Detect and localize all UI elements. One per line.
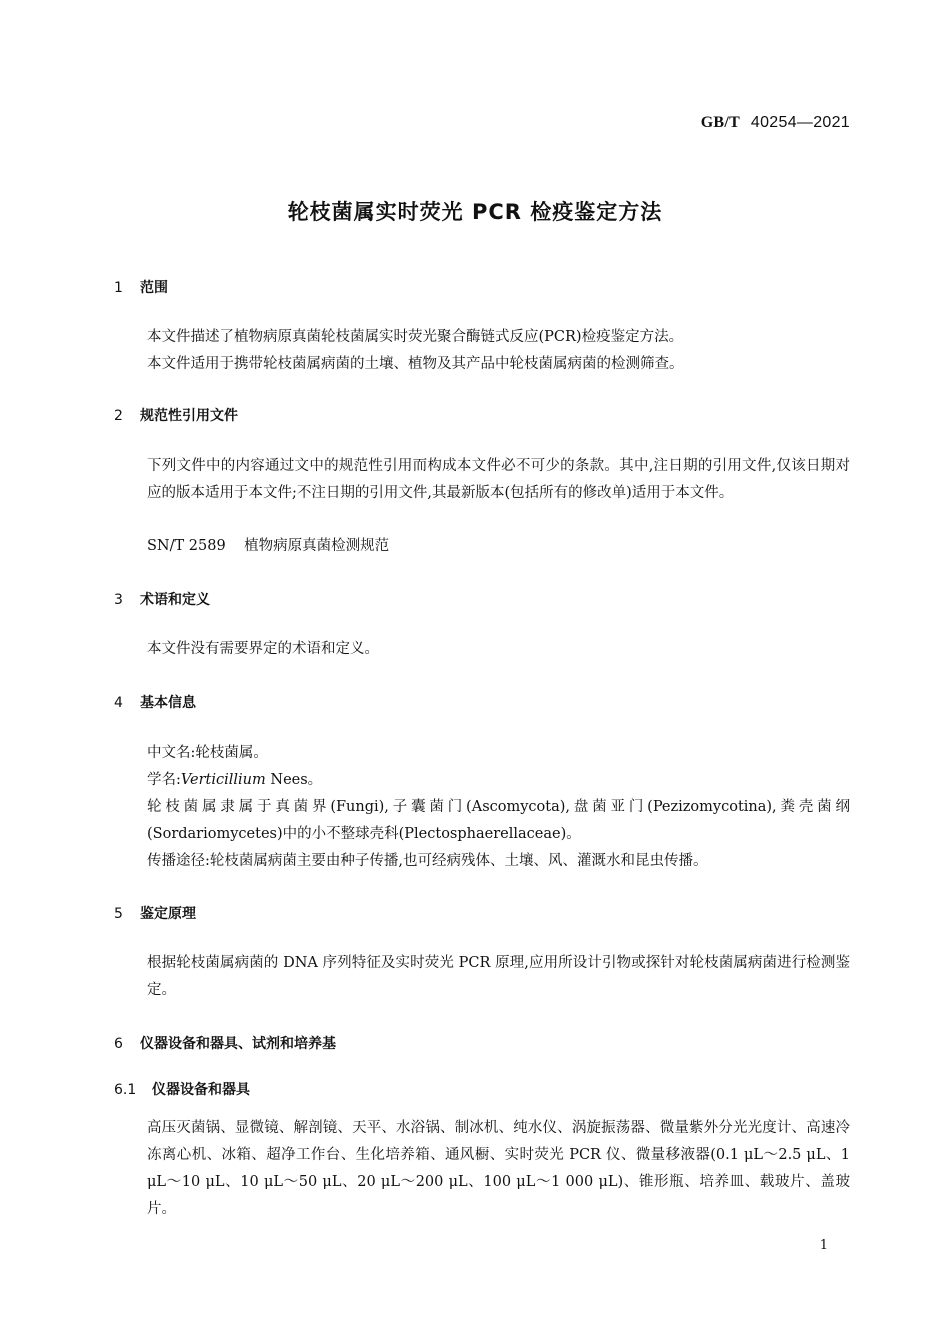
standard-prefix: GB/T [700, 114, 741, 131]
section-title: 仪器设备和器具 [152, 1082, 250, 1098]
section-number: 3 [114, 592, 123, 608]
section-title: 术语和定义 [140, 592, 210, 608]
section-5-heading [114, 903, 196, 923]
scientific-name [147, 768, 322, 789]
section-number: 2 [114, 408, 123, 424]
paragraph: 传播途径:轮枝菌属病菌主要由种子传播,也可经病残体、土壤、风、灌溉水和昆虫传播。 [147, 853, 708, 869]
section-2-heading [114, 405, 238, 425]
section-number: 6.1 [114, 1082, 137, 1098]
section-title: 基本信息 [140, 695, 196, 711]
document-title: 轮枝菌属实时荧光 PCR 检疫鉴定方法 [287, 200, 663, 224]
section-title: 仪器设备和器具、试剂和培养基 [140, 1036, 336, 1052]
paragraph-text: 根据轮枝菌属病菌的 DNA 序列特征及实时荧光 PCR 原理,应用所设计引物或探针对轮枝菌属病菌进行检测鉴定。 [147, 955, 850, 998]
paragraph: 本文件没有需要界定的术语和定义。 [147, 641, 379, 657]
author-name: Nees。 [265, 772, 323, 788]
reference-item [147, 534, 389, 555]
section-4-heading [114, 692, 196, 712]
reference-code: SN/T 2589 [147, 538, 226, 554]
paragraph-text: 高压灭菌锅、显微镜、解剖镜、天平、水浴锅、制冰机、纯水仪、涡旋振荡器、微量紫外分光光度计、高速冷冻离心机、冰箱、超净工作台、生化培养箱、通风橱、实时荧光 PCR 仪、微量移液器(0.1 μL～2.5 μL、1 μL～10 μL、10 μL～50 μL、20 μL～200 μL、100 μL～1 000 μL)、锥形瓶、培养皿、载玻片、盖玻片。 [147, 1120, 850, 1217]
paragraph-text: 下列文件中的内容通过文中的规范性引用而构成本文件必不可少的条款。其中,注日期的引用文件,仅该日期对应的版本适用于本文件;不注日期的引用文件,其最新版本(包括所有的修改单)适用于本文件。 [147, 458, 850, 501]
section-3-heading [114, 589, 210, 609]
paragraph: 本文件适用于携带轮枝菌属病菌的土壤、植物及其产品中轮枝菌属病菌的检测筛查。 [147, 356, 684, 372]
paragraph [114, 794, 850, 848]
standard-code: 40254—2021 [750, 114, 850, 131]
section-title: 鉴定原理 [140, 906, 196, 922]
section-number: 1 [114, 280, 123, 296]
paragraph [114, 453, 850, 507]
section-1-heading [114, 277, 168, 297]
section-6-1-heading [114, 1079, 250, 1099]
section-6-heading [114, 1033, 336, 1053]
page-number: 1 [819, 1238, 828, 1253]
section-title: 规范性引用文件 [140, 408, 238, 424]
standard-number [701, 112, 850, 132]
paragraph [114, 1115, 850, 1223]
section-number: 4 [114, 695, 123, 711]
paragraph-text: 轮枝菌属隶属于真菌界(Fungi),子囊菌门(Ascomycota),盘菌亚门(Pezizomycotina),粪壳菌纲(Sordariomycetes)中的小不整球壳科(Plectosphaerellaceae)。 [147, 799, 850, 842]
paragraph: 本文件描述了植物病原真菌轮枝菌属实时荧光聚合酶链式反应(PCR)检疫鉴定方法。 [147, 329, 684, 345]
section-title: 范围 [140, 280, 168, 296]
reference-title: 植物病原真菌检测规范 [244, 538, 390, 554]
chinese-name: 中文名:轮枝菌属。 [147, 745, 268, 761]
scientific-name-label: 学名: [147, 772, 181, 788]
paragraph [114, 950, 850, 1004]
genus-name: Verticillium [180, 772, 266, 788]
section-number: 6 [114, 1036, 123, 1052]
section-number: 5 [114, 906, 123, 922]
